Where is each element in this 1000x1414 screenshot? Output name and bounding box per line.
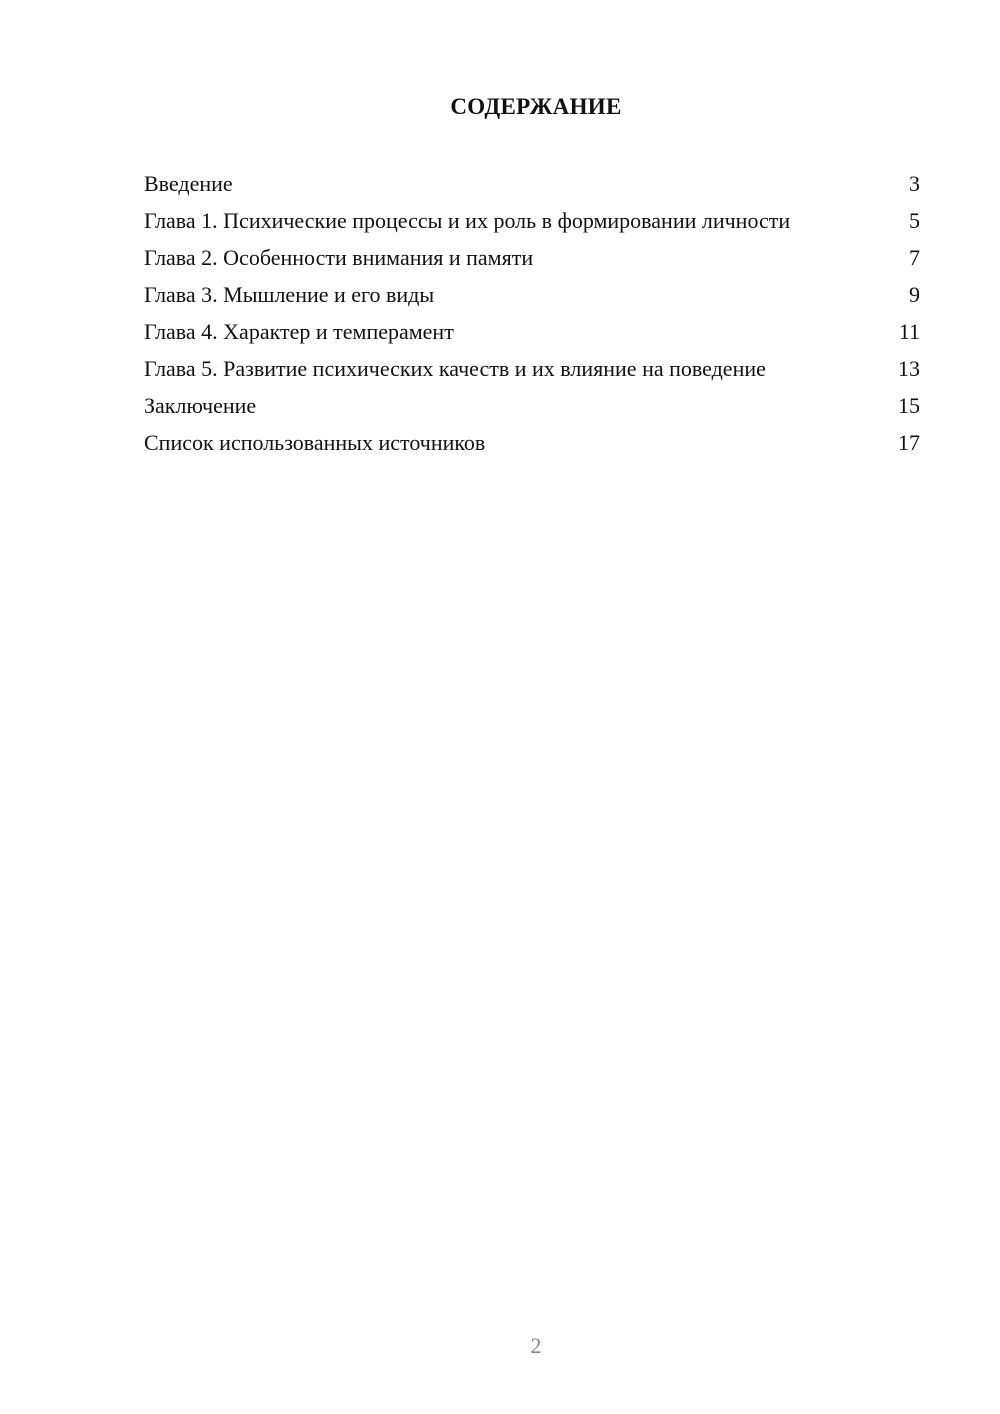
page-number: 2	[530, 1333, 542, 1358]
toc-entry-page: 15	[898, 393, 920, 418]
toc-entry-title: Введение	[144, 171, 233, 196]
toc-entry-chapter-5	[144, 355, 920, 382]
toc-entry-title: Глава 1. Психические процессы и их роль в формировании личности	[144, 208, 791, 233]
page-title: СОДЕРЖАНИЕ	[450, 94, 622, 119]
toc-entry-introduction	[144, 170, 920, 197]
toc-entry-references	[144, 429, 920, 456]
toc-entry-chapter-4	[144, 318, 920, 345]
toc-entry-title: Глава 2. Особенности внимания и памяти	[144, 245, 534, 270]
toc-entry-title: Глава 4. Характер и темперамент	[144, 319, 454, 344]
toc-entry-title: Глава 5. Развитие психических качеств и их влияние на поведение	[144, 356, 766, 381]
toc-entry-title: Заключение	[144, 393, 257, 418]
toc-entry-chapter-3	[144, 281, 920, 308]
toc-entry-chapter-1	[144, 207, 920, 234]
toc-entry-page: 3	[909, 171, 920, 196]
toc-entry-page: 5	[909, 208, 920, 233]
table-of-contents	[144, 170, 920, 466]
toc-entry-page: 9	[909, 282, 920, 307]
toc-entry-chapter-2	[144, 244, 920, 271]
toc-entry-page: 17	[898, 430, 920, 455]
toc-entry-title: Список использованных источников	[144, 430, 486, 455]
toc-entry-title: Глава 3. Мышление и его виды	[144, 282, 435, 307]
toc-entry-page: 13	[898, 356, 920, 381]
toc-entry-page: 7	[909, 245, 920, 270]
toc-entry-page: 11	[898, 319, 920, 344]
toc-entry-conclusion	[144, 392, 920, 419]
